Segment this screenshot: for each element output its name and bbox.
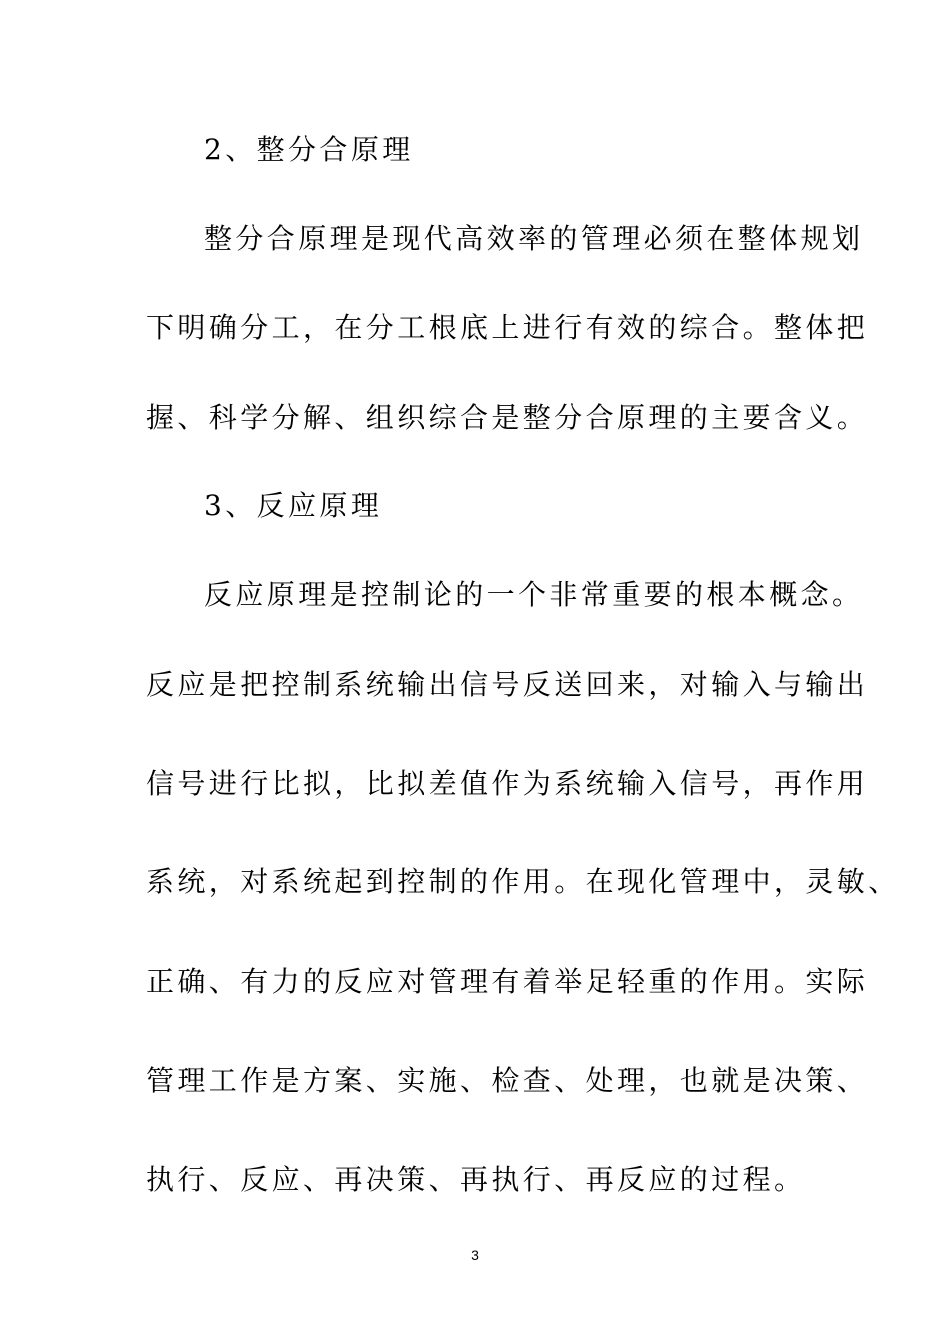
paragraph-line: 管理工作是方案、实施、检查、处理，也就是决策、 [146, 1064, 869, 1097]
paragraph-line: 反应是把控制系统输出信号反送回来，对输入与输出 [146, 668, 869, 701]
paragraph-line: 反应原理是控制论的一个非常重要的根本概念。 [204, 578, 864, 611]
section-heading-2: 2、整分合原理 [204, 133, 414, 166]
paragraph-line: 下明确分工，在分工根底上进行有效的综合。整体把 [146, 311, 869, 344]
paragraph-line: 信号进行比拟，比拟差值作为系统输入信号，再作用 [146, 767, 869, 800]
section-heading-3: 3、反应原理 [204, 489, 383, 522]
paragraph-line: 握、科学分解、组织综合是整分合原理的主要含义。 [146, 401, 869, 434]
paragraph-line: 整分合原理是现代高效率的管理必须在整体规划 [204, 222, 864, 255]
paragraph-line: 正确、有力的反应对管理有着举足轻重的作用。实际 [146, 965, 869, 998]
paragraph-line: 系统，对系统起到控制的作用。在现化管理中，灵敏、 [146, 865, 900, 898]
page-number: 3 [471, 1247, 479, 1263]
paragraph-line: 执行、反应、再决策、再执行、再反应的过程。 [146, 1163, 806, 1196]
